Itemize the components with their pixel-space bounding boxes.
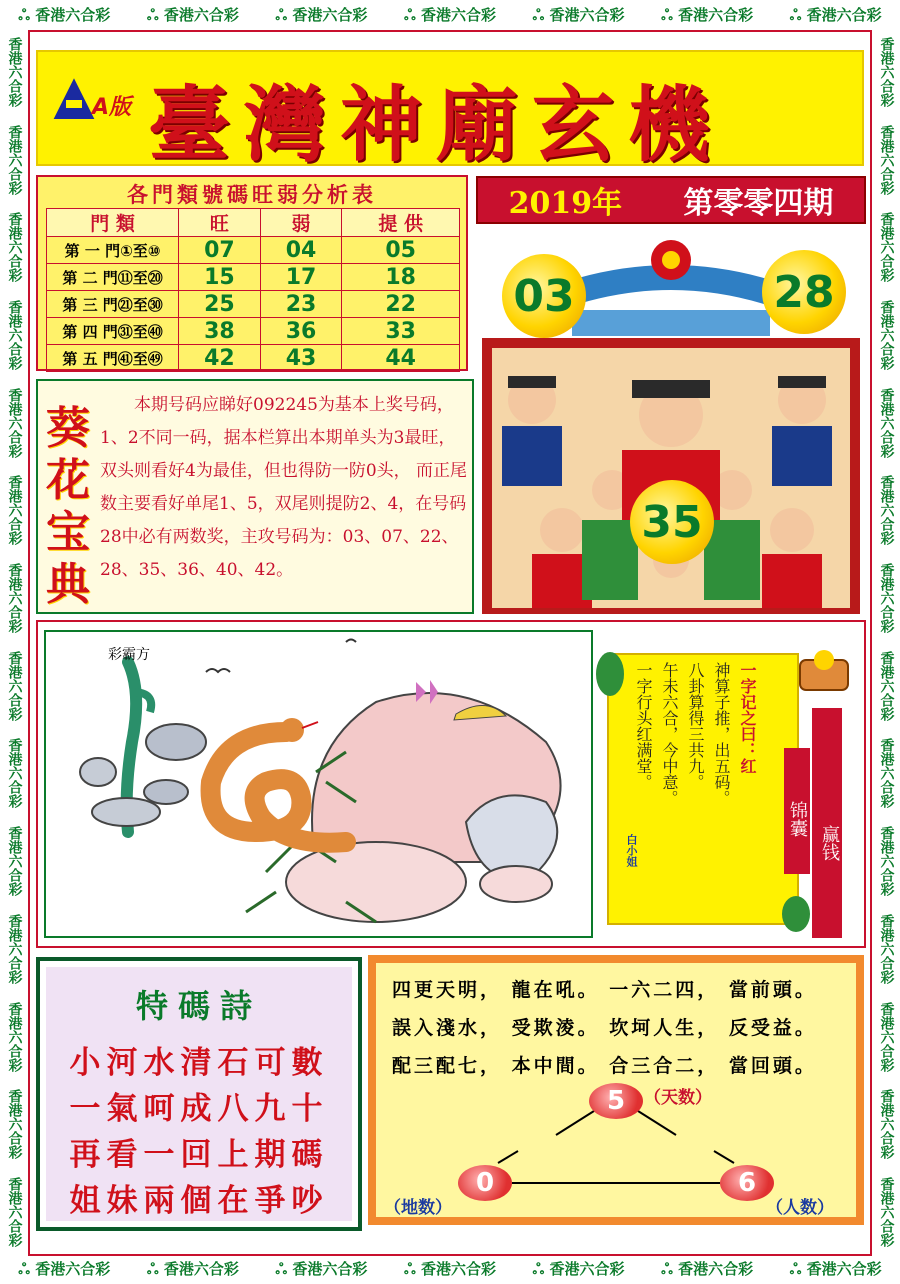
- title-banner: [36, 50, 864, 173]
- edition-badge: [44, 70, 140, 130]
- offer-number: 05: [342, 237, 460, 264]
- lucky-ball: 35: [630, 480, 714, 564]
- earth-number: 0: [458, 1165, 512, 1201]
- left-border: [0, 28, 28, 1256]
- temple-illustration: [482, 230, 860, 614]
- border-text: 香港六合彩: [878, 563, 895, 634]
- lucky-ball: 03: [502, 254, 586, 338]
- table-header: 旺: [179, 209, 261, 237]
- poem-panel-inner: [46, 967, 352, 1221]
- treasure-panel: [36, 379, 474, 614]
- door-range: 第 二 門⑪至⑳: [47, 264, 179, 291]
- lucky-ball: 28: [762, 250, 846, 334]
- verse-panel: [368, 955, 864, 1225]
- border-text: 香港六合彩: [878, 387, 895, 458]
- border-text: 香港六合彩: [878, 212, 895, 283]
- border-text: 香港六合彩: [6, 387, 23, 458]
- border-text: 香港六合彩: [878, 826, 895, 897]
- border-text: 香港六合彩: [878, 1176, 895, 1247]
- issue-period: 第零零四期: [683, 186, 834, 221]
- table-row: [47, 291, 460, 318]
- table-header: 門 類: [47, 209, 179, 237]
- weak-number: 43: [260, 345, 342, 372]
- border-text: 香港六合彩: [6, 826, 23, 897]
- border-text: ஃ 香港六合彩: [789, 1260, 882, 1278]
- poem-line: 小河水清石可數: [69, 1045, 329, 1081]
- table-row: [47, 318, 460, 345]
- weak-number: 36: [260, 318, 342, 345]
- border-text: 香港六合彩: [878, 650, 895, 721]
- earth-label: （地数）: [384, 1198, 452, 1218]
- offer-number: 22: [342, 291, 460, 318]
- poem-line: 姐妹兩個在爭吵: [69, 1183, 329, 1219]
- border-text: 香港六合彩: [6, 475, 23, 546]
- border-text: 香港六合彩: [6, 563, 23, 634]
- poem-line: 再看一回上期碼: [69, 1137, 329, 1173]
- border-text: 香港六合彩: [878, 738, 895, 809]
- table-header: 弱: [260, 209, 342, 237]
- border-text: ஃ 香港六合彩: [275, 1260, 368, 1278]
- border-text: ஃ 香港六合彩: [403, 6, 496, 24]
- border-text: 香港六合彩: [6, 1001, 23, 1072]
- treasure-icon: [794, 642, 854, 702]
- border-text: 香港六合彩: [878, 36, 895, 107]
- pouch-sign: 锦囊: [784, 748, 810, 874]
- verse-panel-inner: [376, 963, 856, 1217]
- verse-line: 誤入淺水， 受欺淩。 坎坷人生， 反受益。: [392, 1017, 817, 1039]
- table-row: [47, 237, 460, 264]
- heaven-label: （天数）: [644, 1088, 712, 1108]
- border-text: ஃ 香港六合彩: [275, 6, 368, 24]
- border-text: ஃ 香港六合彩: [146, 1260, 239, 1278]
- door-range: 第 五 門㊶至㊾: [47, 345, 179, 372]
- scroll-text: [632, 662, 758, 806]
- border-text: 香港六合彩: [6, 913, 23, 984]
- bottom-border: [0, 1254, 900, 1284]
- border-text: 香港六合彩: [878, 475, 895, 546]
- border-text: 香港六合彩: [878, 299, 895, 370]
- weak-number: 23: [260, 291, 342, 318]
- poem-line: 一氣呵成八九十: [69, 1091, 329, 1127]
- strong-number: 25: [179, 291, 261, 318]
- scroll-line: 午未六合，今中意。: [660, 662, 679, 806]
- poem-title: 特碼詩: [135, 987, 262, 1025]
- win-money-sign: 赢钱: [812, 708, 842, 938]
- door-range: 第 四 門㉛至㊵: [47, 318, 179, 345]
- scene-label: 彩霸方: [108, 647, 150, 663]
- door-range: 第 三 門㉑至㉚: [47, 291, 179, 318]
- table-row: [47, 345, 460, 372]
- border-text: 香港六合彩: [6, 212, 23, 283]
- table-header: 提 供: [342, 209, 460, 237]
- border-text: 香港六合彩: [6, 738, 23, 809]
- weak-number: 04: [260, 237, 342, 264]
- issue-banner: [476, 176, 866, 224]
- border-text: 香港六合彩: [878, 1089, 895, 1160]
- treasure-title: 葵花宝典: [46, 403, 90, 610]
- border-text: 香港六合彩: [6, 36, 23, 107]
- border-text: ஃ 香港六合彩: [18, 6, 111, 24]
- border-text: ஃ 香港六合彩: [18, 1260, 111, 1278]
- offer-number: 44: [342, 345, 460, 372]
- border-text: 香港六合彩: [6, 650, 23, 721]
- border-text: 香港六合彩: [6, 1176, 23, 1247]
- strong-number: 38: [179, 318, 261, 345]
- treasure-text: 本期号码应睇好092245为基本上奖号码，1、2不同一码，据本栏算出本期单头为3最旺，双头则看好4为最佳，但也得防一防0头， 而正尾数主要看好单尾1、5，双尾则提防2、4，在号码28中必有两数奖，主攻号码为：03、07、22、28、35、36、40、42。: [100, 395, 468, 580]
- border-text: ஃ 香港六合彩: [146, 6, 239, 24]
- door-range: 第 一 門①至⑩: [47, 237, 179, 264]
- border-text: 香港六合彩: [878, 1001, 895, 1072]
- human-label: （人数）: [766, 1198, 834, 1218]
- scroll-line: 一字行头红满堂。: [634, 662, 653, 790]
- border-text: 香港六合彩: [6, 299, 23, 370]
- offer-number: 18: [342, 264, 460, 291]
- strong-number: 15: [179, 264, 261, 291]
- weak-number: 17: [260, 264, 342, 291]
- scroll-signature: 白小姐: [625, 834, 638, 867]
- right-border: [872, 28, 900, 1256]
- page-title: 臺灣神廟玄機: [148, 77, 725, 173]
- edition-badge-text: A版: [92, 95, 132, 120]
- heaven-number: 5: [589, 1083, 643, 1119]
- strong-number: 07: [179, 237, 261, 264]
- verse-line: 配三配七， 本中間。 合三合二， 當回頭。: [392, 1055, 817, 1077]
- border-text: ஃ 香港六合彩: [789, 6, 882, 24]
- verse-line: 四更天明， 龍在吼。 一六二四， 當前頭。: [392, 979, 817, 1001]
- scroll-line: 八卦算得三共九。: [686, 662, 705, 790]
- scroll-line: 神算子推，出五码。: [712, 662, 731, 806]
- analysis-table-panel: [36, 175, 468, 371]
- picture-panel: [36, 620, 866, 948]
- top-border: [0, 0, 900, 30]
- border-text: ஃ 香港六合彩: [532, 6, 625, 24]
- offer-number: 33: [342, 318, 460, 345]
- poem-panel: [36, 957, 362, 1231]
- analysis-table-title: 各門類號碼旺弱分析表: [127, 183, 377, 207]
- issue-year: 2019年: [508, 186, 623, 221]
- border-text: 香港六合彩: [878, 913, 895, 984]
- border-text: 香港六合彩: [878, 124, 895, 195]
- scroll-heading: 一字记之曰：红: [738, 662, 757, 774]
- human-number: 6: [720, 1165, 774, 1201]
- border-text: 香港六合彩: [6, 124, 23, 195]
- table-row: [47, 264, 460, 291]
- border-text: 香港六合彩: [6, 1089, 23, 1160]
- table-header-row: [47, 209, 460, 237]
- analysis-table: [46, 208, 460, 372]
- border-text: ஃ 香港六合彩: [661, 1260, 754, 1278]
- border-text: ஃ 香港六合彩: [403, 1260, 496, 1278]
- border-text: ஃ 香港六合彩: [532, 1260, 625, 1278]
- snake-scene: [44, 630, 593, 938]
- border-text: ஃ 香港六合彩: [661, 6, 754, 24]
- snake-illustration: [46, 632, 591, 936]
- strong-number: 42: [179, 345, 261, 372]
